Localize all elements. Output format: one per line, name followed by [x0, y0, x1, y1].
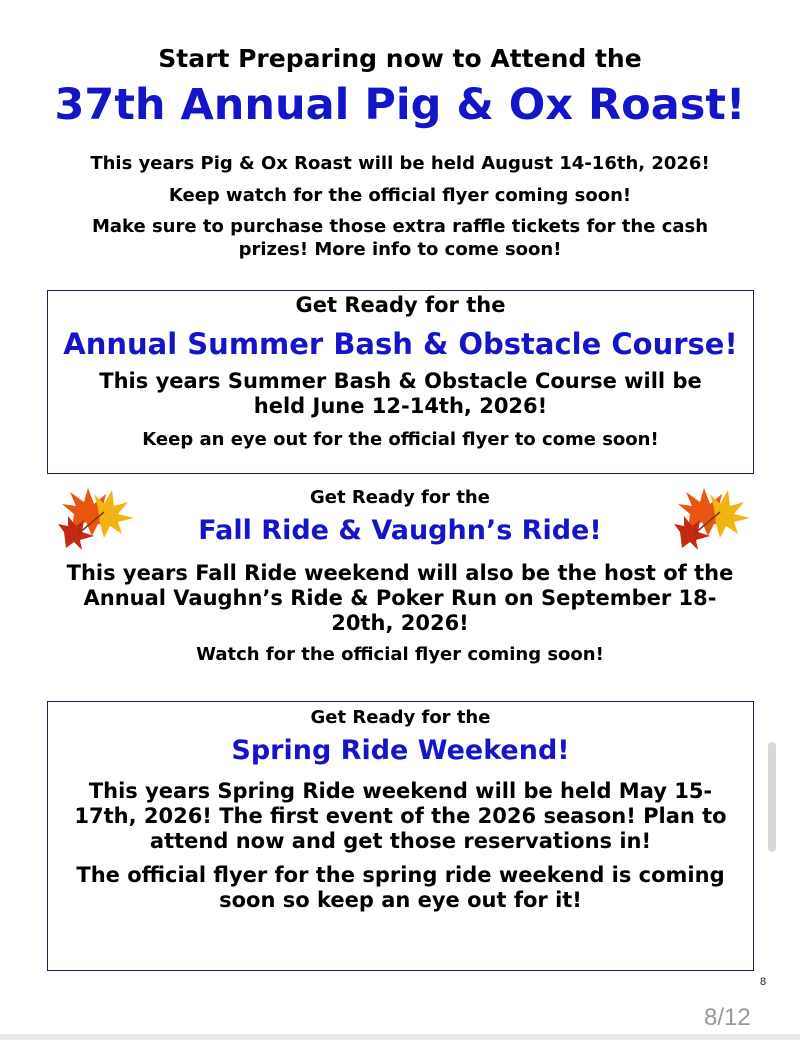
scrollbar[interactable] — [768, 742, 776, 852]
page-number: 8 — [760, 976, 767, 988]
pig-ox-title: 37th Annual Pig & Ox Roast! — [54, 80, 746, 130]
bottom-bar — [0, 1034, 800, 1040]
summer-flyer-note: Keep an eye out for the official flyer to come soon! — [142, 429, 659, 450]
summer-intro: Get Ready for the — [295, 293, 506, 317]
pig-ox-flyer-note: Keep watch for the official flyer coming soon! — [168, 185, 632, 206]
spring-ride-box — [47, 701, 754, 971]
fall-flyer-note: Watch for the official flyer coming soon! — [196, 644, 604, 665]
pig-ox-dates: This years Pig & Ox Roast will be held August 14-16th, 2026! — [90, 153, 710, 174]
spring-intro: Get Ready for the — [310, 707, 491, 728]
summer-title: Annual Summer Bash & Obstacle Course! — [63, 327, 738, 361]
summer-bash-box — [47, 290, 754, 474]
spring-title: Spring Ride Weekend! — [231, 735, 570, 766]
fall-dates: This years Fall Ride weekend will also be the host of the Annual Vaughn’s Ride & Poker Run on September 18-20th, 2026! — [66, 561, 734, 635]
pig-ox-raffle-note: Make sure to purchase those extra raffle tickets for the cash prizes! More info to come soon! — [91, 216, 709, 260]
page-indicator: 8/12 — [704, 1004, 751, 1031]
fall-intro: Get Ready for the — [310, 487, 490, 508]
summer-dates: This years Summer Bash & Obstacle Course will be held June 12-14th, 2026! — [99, 369, 702, 418]
pig-ox-intro: Start Preparing now to Attend the — [158, 44, 642, 73]
spring-flyer-note: The official flyer for the spring ride weekend is coming soon so keep an eye out for it! — [76, 863, 725, 912]
spring-dates: This years Spring Ride weekend will be held May 15-17th, 2026! The first event of the 2026 season! Plan to attend now and get those reservations in! — [74, 779, 727, 853]
fall-title: Fall Ride & Vaughn’s Ride! — [198, 515, 602, 546]
